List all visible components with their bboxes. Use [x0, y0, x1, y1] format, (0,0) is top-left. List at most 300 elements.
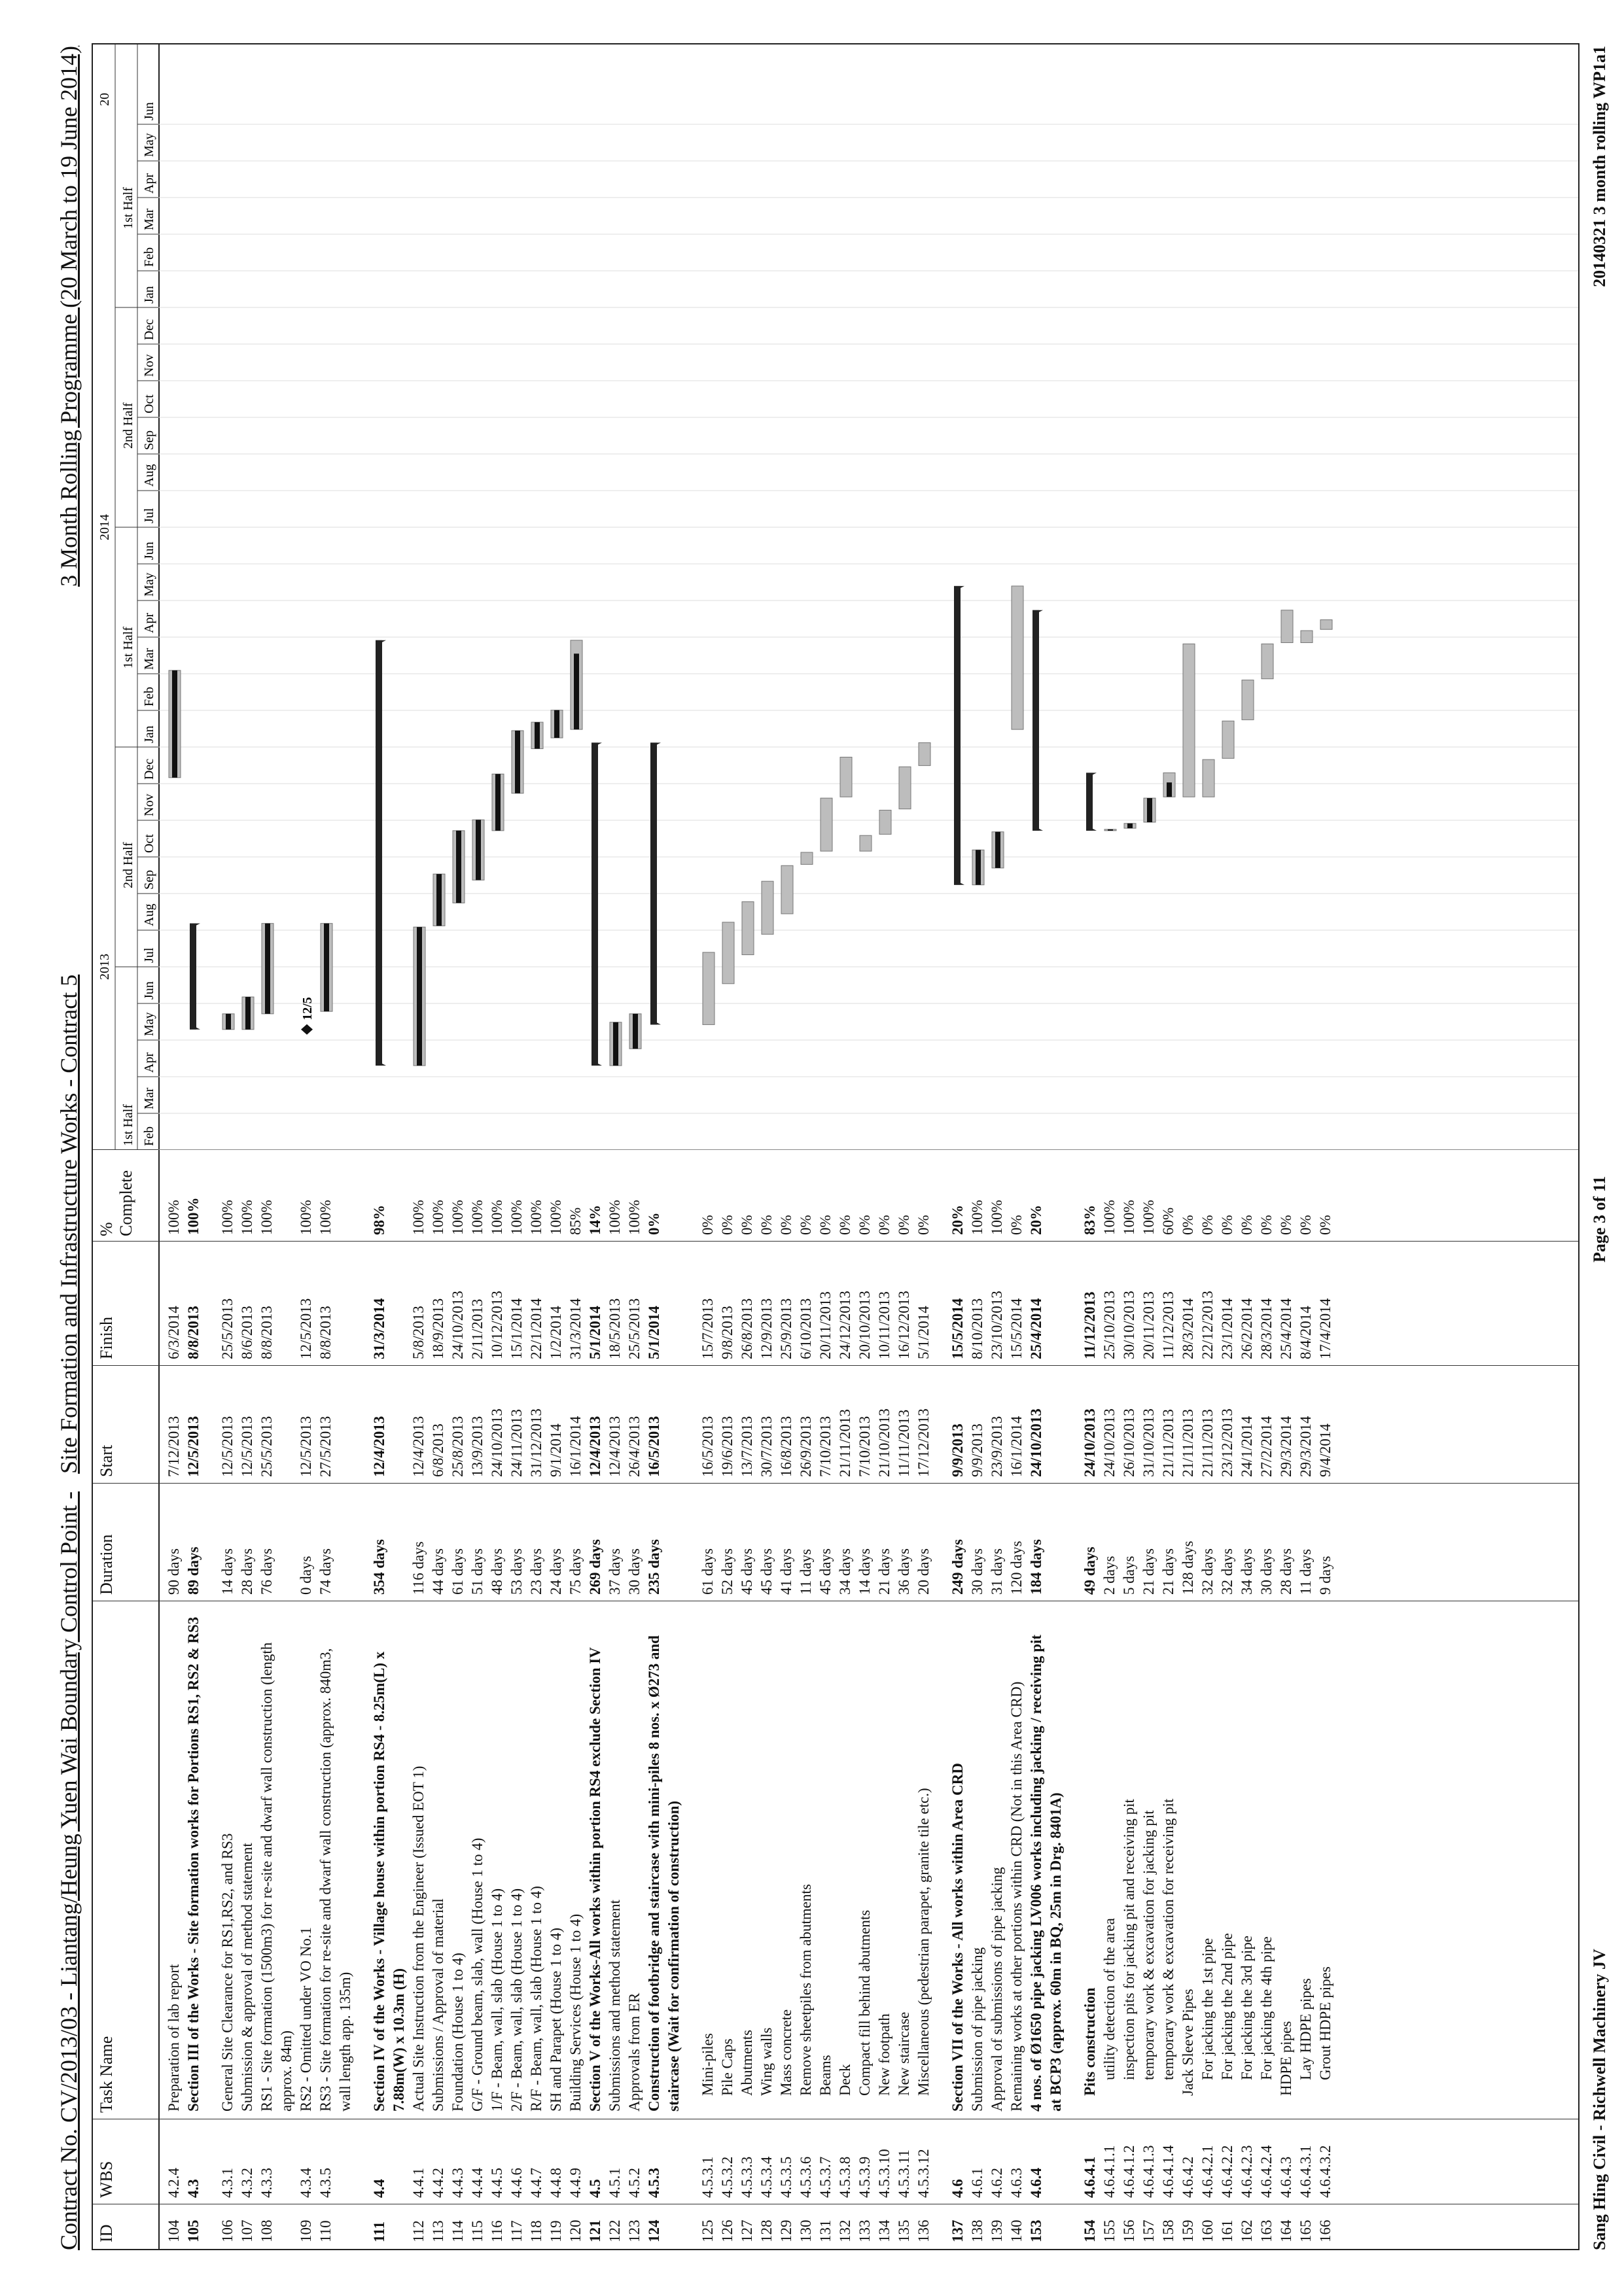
- task-id: 123: [626, 2219, 643, 2242]
- month-label: Mar: [142, 208, 156, 230]
- month-label: Sep: [142, 430, 156, 450]
- task-start: 24/1/2014: [1239, 1416, 1255, 1477]
- task-pct: 100%: [489, 1200, 505, 1235]
- task-pct: 0%: [876, 1215, 892, 1235]
- progress-bar: [226, 1014, 231, 1030]
- task-duration: 76 days: [258, 1548, 275, 1595]
- task-finish: 25/9/2013: [778, 1298, 794, 1359]
- task-pct: 0%: [699, 1215, 716, 1235]
- table-row: [1258, 1150, 1276, 2249]
- task-duration: 34 days: [837, 1548, 853, 1595]
- task-id: 106: [219, 2219, 236, 2242]
- task-duration: 31 days: [989, 1548, 1005, 1595]
- task-wbs: 4.6.4.2.3: [1239, 2145, 1255, 2198]
- task-pct: 0%: [719, 1215, 735, 1235]
- task-name: 1/F - Beam, wall, slab (House 1 to 4): [489, 1888, 505, 2112]
- task-id: 105: [185, 2219, 202, 2242]
- task-bar: [703, 952, 715, 1025]
- month-label: May: [142, 133, 156, 157]
- task-name: Abutments: [739, 2030, 755, 2096]
- task-pct: 100%: [469, 1200, 485, 1235]
- progress-bar: [1127, 824, 1133, 828]
- table-row: [547, 1150, 565, 2249]
- task-start: 31/12/2013: [528, 1408, 544, 1477]
- task-name: 4 nos. of Ø1650 pipe jacking LV006 works including jacking / receiving pit: [1028, 1634, 1044, 2112]
- project-title: Site Formation and Infrastructure Works - Contract 5: [56, 974, 82, 1474]
- table-row: [1081, 1150, 1099, 2249]
- task-start: 9/9/2013: [949, 1423, 966, 1477]
- col-duration: Duration: [97, 1534, 116, 1595]
- task-wbs: 4.3: [185, 2179, 202, 2198]
- task-name: Lay HDPE pipes: [1297, 1978, 1314, 2080]
- task-finish: 15/7/2013: [699, 1298, 716, 1359]
- footer-file: 20140321 3 month rolling WP1a1: [1590, 46, 1609, 287]
- task-pct: 100%: [508, 1200, 525, 1235]
- task-start: 24/10/2013: [489, 1408, 505, 1477]
- task-duration: 52 days: [719, 1548, 735, 1595]
- task-pct: 0%: [739, 1215, 755, 1235]
- task-start: 21/10/2013: [876, 1408, 892, 1477]
- task-finish: 24/12/2013: [837, 1291, 853, 1359]
- task-finish: 17/4/2014: [1317, 1298, 1333, 1359]
- table-row: [626, 1150, 644, 2249]
- task-id: 159: [1180, 2219, 1196, 2242]
- task-duration: 28 days: [1278, 1548, 1294, 1595]
- task-id: 139: [989, 2219, 1005, 2242]
- task-duration: 48 days: [489, 1548, 505, 1595]
- task-duration: 249 days: [949, 1539, 966, 1595]
- summary-bar: [954, 586, 961, 885]
- progress-bar: [995, 832, 1000, 868]
- task-start: 21/11/2013: [837, 1409, 853, 1477]
- task-finish: 10/11/2013: [876, 1291, 892, 1359]
- task-finish: 22/1/2014: [528, 1298, 544, 1359]
- task-pct: 14%: [587, 1205, 603, 1235]
- task-name: General Site Clearance for RS1,RS2, and RS3: [219, 1833, 236, 2112]
- progress-bar: [1147, 798, 1152, 822]
- task-start: 26/10/2013: [1121, 1408, 1137, 1477]
- task-start: 7/10/2013: [856, 1416, 873, 1477]
- task-duration: 45 days: [817, 1548, 834, 1595]
- programme-title: 3 Month Rolling Programme (20 March to 19 June 2014): [56, 46, 82, 587]
- task-bar: [1183, 644, 1195, 797]
- task-bar: [860, 835, 872, 851]
- task-name: For jacking the 4th pipe: [1258, 1936, 1275, 2080]
- task-name: RS1 - Site formation (1500m3) for re-site and dwarf wall construction (length: [258, 1642, 275, 2112]
- task-wbs: 4.5.3: [646, 2168, 662, 2198]
- task-start: 12/5/2013: [185, 1416, 202, 1477]
- task-finish: 5/1/2014: [587, 1306, 603, 1359]
- table-row: [699, 1150, 717, 2249]
- table-row: [777, 1150, 796, 2249]
- task-start: 23/12/2013: [1219, 1408, 1235, 1477]
- task-name: Wing walls: [758, 2027, 775, 2096]
- task-finish: 20/11/2013: [1140, 1291, 1157, 1359]
- month-label: Aug: [142, 464, 156, 487]
- task-wbs: 4.5.1: [607, 2168, 623, 2198]
- task-duration: 0 days: [298, 1556, 314, 1595]
- table-row: [875, 1150, 894, 2249]
- task-wbs: 4.6.4.3.1: [1297, 2145, 1314, 2198]
- footer-company: Sang Hing Civil - Richwell Machinery JV: [1590, 1949, 1609, 2250]
- task-id: 129: [778, 2219, 794, 2242]
- progress-bar: [535, 722, 540, 749]
- task-id: 166: [1317, 2219, 1333, 2242]
- task-name: Submissions / Approval of material: [430, 1898, 446, 2112]
- task-finish: 26/8/2013: [739, 1298, 755, 1359]
- progress-bar: [265, 924, 270, 1014]
- task-pct: 100%: [528, 1200, 544, 1235]
- month-label: May: [142, 1012, 156, 1036]
- task-start: 12/5/2013: [298, 1416, 314, 1477]
- task-duration: 235 days: [646, 1539, 662, 1595]
- task-wbs: 4.5.3.8: [837, 2156, 853, 2198]
- task-name: Submissions and method statement: [607, 1900, 623, 2112]
- task-pct: 100%: [1101, 1200, 1118, 1235]
- task-wbs: 4.6.2: [989, 2168, 1005, 2198]
- task-start: 29/3/2014: [1297, 1416, 1314, 1477]
- table-row: [836, 1150, 855, 2249]
- task-id: 161: [1219, 2219, 1235, 2242]
- month-label: Dec: [142, 758, 156, 780]
- task-duration: 21 days: [1160, 1548, 1176, 1595]
- task-pct: 0%: [856, 1215, 873, 1235]
- task-bar: [821, 798, 832, 851]
- table-row: [468, 1150, 487, 2249]
- table-row: [645, 1150, 682, 2249]
- table-row: [567, 1150, 585, 2249]
- task-wbs: 4.6.4.2.2: [1219, 2145, 1235, 2198]
- task-name: Actual Site Instruction from the Engineer (Issued EOT 1): [410, 1765, 427, 2112]
- task-start: 23/9/2013: [989, 1416, 1005, 1477]
- gantt-chart: [93, 44, 1578, 1150]
- month-label: Oct: [142, 394, 156, 413]
- month-label: Mar: [142, 1087, 156, 1109]
- task-wbs: 4.4.1: [410, 2168, 427, 2198]
- task-wbs: 4.6.4.1: [1082, 2156, 1098, 2198]
- task-duration: 30 days: [626, 1548, 643, 1595]
- task-finish: 10/12/2013: [489, 1291, 505, 1359]
- task-name-cont: wall length app. 135m): [337, 1972, 353, 2112]
- summary-bar: [376, 640, 382, 1066]
- task-name: R/F - Beam, wall, slab (House 1 to 4): [528, 1886, 544, 2112]
- task-finish: 16/12/2013: [896, 1291, 912, 1359]
- task-duration: 354 days: [371, 1539, 387, 1595]
- task-duration: 49 days: [1082, 1546, 1098, 1595]
- month-label: Nov: [142, 793, 156, 816]
- table-row: [317, 1150, 353, 2249]
- table-row: [1159, 1150, 1178, 2249]
- task-id: 117: [508, 2220, 525, 2242]
- task-wbs: 4.5.3.12: [915, 2149, 932, 2198]
- task-finish: 8/6/2013: [239, 1306, 255, 1359]
- task-finish: 20/10/2013: [856, 1291, 873, 1359]
- task-start: 12/5/2013: [219, 1416, 236, 1477]
- task-duration: 128 days: [1180, 1540, 1196, 1595]
- task-name: utility detection of the area: [1101, 1918, 1118, 2080]
- task-duration: 41 days: [778, 1548, 794, 1595]
- task-id: 124: [646, 2219, 662, 2242]
- task-finish: 5/1/2014: [915, 1306, 932, 1359]
- task-start: 9/4/2014: [1317, 1423, 1333, 1477]
- task-finish: 8/8/2013: [317, 1306, 334, 1359]
- task-id: 163: [1258, 2219, 1275, 2242]
- task-pct: 0%: [778, 1215, 794, 1235]
- task-name: For jacking the 2nd pipe: [1219, 1933, 1235, 2080]
- task-finish: 8/4/2014: [1297, 1306, 1314, 1359]
- month-label: Sep: [142, 870, 156, 890]
- table-row: [586, 1150, 605, 2249]
- task-duration: 61 days: [450, 1548, 466, 1595]
- task-duration: 14 days: [219, 1548, 236, 1595]
- month-label: Apr: [142, 173, 156, 194]
- task-pct: 0%: [1239, 1215, 1255, 1235]
- task-id: 113: [430, 2220, 446, 2242]
- task-wbs: 4.4.2: [430, 2168, 446, 2198]
- task-id: 112: [410, 2220, 427, 2242]
- task-start: 11/11/2013: [896, 1409, 912, 1477]
- task-start: 30/7/2013: [758, 1416, 775, 1477]
- task-duration: 120 days: [1008, 1540, 1025, 1595]
- task-start: 17/12/2013: [915, 1408, 932, 1477]
- month-label: Feb: [142, 1126, 156, 1146]
- month-label: May: [142, 572, 156, 597]
- half-label: 1st Half: [121, 187, 135, 229]
- task-finish: 15/1/2014: [508, 1298, 525, 1359]
- task-start: 19/6/2013: [719, 1416, 735, 1477]
- progress-bar: [976, 850, 981, 884]
- task-pct: 0%: [758, 1215, 775, 1235]
- progress-bar: [436, 874, 442, 926]
- task-id: 108: [258, 2219, 275, 2242]
- task-finish: 31/3/2014: [567, 1298, 584, 1359]
- task-start: 21/11/2013: [1160, 1409, 1176, 1477]
- task-duration: 14 days: [856, 1548, 873, 1595]
- task-pct: 100%: [430, 1200, 446, 1235]
- table-row: [219, 1150, 237, 2249]
- task-name: Submission & approval of method statement: [239, 1843, 255, 2112]
- task-start: 31/10/2013: [1140, 1408, 1157, 1477]
- task-name: Section VII of the Works - All works within Area CRD: [949, 1763, 966, 2112]
- task-id: 118: [528, 2220, 544, 2242]
- task-id: 126: [719, 2219, 735, 2242]
- table-row: [1277, 1150, 1296, 2249]
- task-duration: 24 days: [548, 1548, 564, 1595]
- task-wbs: 4.3.2: [239, 2168, 255, 2198]
- progress-bar: [515, 731, 520, 793]
- progress-bar: [324, 924, 329, 1011]
- table-row: [258, 1150, 294, 2249]
- task-duration: 44 days: [430, 1548, 446, 1595]
- task-start: 13/9/2013: [469, 1416, 485, 1477]
- contract-number: Contract No. CV/2013/03 - Liantang/Heung Yuen Wai Boundary Control Point -: [56, 1491, 82, 2250]
- task-name: For jacking the 1st pipe: [1199, 1938, 1216, 2080]
- task-id: 160: [1199, 2219, 1216, 2242]
- table-row: [949, 1150, 967, 2249]
- task-wbs: 4.3.3: [258, 2168, 275, 2198]
- task-finish: 11/12/2013: [1082, 1291, 1098, 1359]
- table-row: [1218, 1150, 1237, 2249]
- task-wbs: 4.5.3.10: [876, 2149, 892, 2198]
- task-wbs: 4.6.4.2: [1180, 2156, 1196, 2198]
- task-duration: 21 days: [1140, 1548, 1157, 1595]
- task-id: 114: [450, 2220, 466, 2242]
- task-start: 27/5/2013: [317, 1416, 334, 1477]
- half-label: 1st Half: [121, 1104, 135, 1146]
- progress-bar: [574, 653, 579, 729]
- task-finish: 6/3/2014: [166, 1306, 182, 1359]
- table-row: [968, 1150, 987, 2249]
- task-duration: 11 days: [798, 1548, 814, 1595]
- month-label: Feb: [142, 247, 156, 267]
- task-duration: 61 days: [699, 1548, 716, 1595]
- task-pct: 0%: [1180, 1215, 1196, 1235]
- task-finish: 8/8/2013: [185, 1306, 202, 1359]
- task-name-cont: at BCP3 (approx. 60m in BQ, 25m in Drg. 8401A): [1048, 1792, 1064, 2112]
- task-duration: 30 days: [1258, 1548, 1275, 1595]
- task-wbs: 4.5.3.1: [699, 2156, 716, 2198]
- month-label: Mar: [142, 648, 156, 670]
- progress-bar: [495, 774, 501, 831]
- half-label: 2nd Half: [121, 402, 135, 449]
- task-pct: 100%: [317, 1200, 334, 1235]
- task-id: 138: [969, 2219, 985, 2242]
- task-id: 133: [856, 2219, 873, 2242]
- task-pct: 0%: [817, 1215, 834, 1235]
- progress-bar: [613, 1022, 618, 1066]
- task-finish: 23/1/2014: [1219, 1298, 1235, 1359]
- task-wbs: 4.4.6: [508, 2168, 525, 2198]
- task-pct: 0%: [1199, 1215, 1216, 1235]
- task-id: 132: [837, 2219, 853, 2242]
- table-row: [1316, 1150, 1335, 2249]
- table-header: [93, 1150, 160, 2249]
- task-wbs: 4.5.3.11: [896, 2149, 912, 2198]
- task-pct: 0%: [798, 1215, 814, 1235]
- table-row: [1199, 1150, 1217, 2249]
- task-finish: 25/4/2014: [1278, 1298, 1294, 1359]
- task-start: 9/1/2014: [548, 1423, 564, 1477]
- progress-bar: [1108, 829, 1113, 831]
- task-name: Mass concrete: [778, 2009, 794, 2096]
- task-pct: 0%: [1317, 1215, 1333, 1235]
- task-finish: 8/10/2013: [969, 1298, 985, 1359]
- task-start: 7/12/2013: [166, 1416, 182, 1477]
- month-label: Jul: [142, 508, 156, 523]
- task-finish: 25/5/2013: [219, 1298, 236, 1359]
- summary-bar: [591, 742, 598, 1066]
- task-name-cont: approx. 84m): [278, 2030, 294, 2112]
- task-start: 21/11/2013: [1199, 1409, 1216, 1477]
- task-bar: [1262, 644, 1273, 678]
- task-pct: 100%: [239, 1200, 255, 1235]
- task-duration: 2 days: [1101, 1556, 1118, 1595]
- task-pct: 20%: [1028, 1205, 1044, 1235]
- month-label: Aug: [142, 903, 156, 926]
- task-wbs: 4.5.3.7: [817, 2156, 834, 2198]
- task-finish: 25/4/2014: [1028, 1298, 1044, 1359]
- task-pct: 100%: [410, 1200, 427, 1235]
- month-label: Apr: [142, 612, 156, 633]
- task-duration: 269 days: [587, 1539, 603, 1595]
- task-name: G/F - Ground beam, slab, wall (House 1 to 4): [469, 1837, 485, 2112]
- task-finish: 8/8/2013: [258, 1306, 275, 1359]
- month-label: Jan: [142, 286, 156, 304]
- task-id: 130: [798, 2219, 814, 2242]
- task-name: Pits construction: [1082, 1987, 1098, 2096]
- task-wbs: 4.5.3.5: [778, 2156, 794, 2198]
- task-bar: [840, 757, 852, 797]
- task-bar: [919, 742, 930, 765]
- task-wbs: 4.6.4.3.2: [1317, 2145, 1333, 2198]
- task-pct: 100%: [258, 1200, 275, 1235]
- table-row: [758, 1150, 776, 2249]
- task-duration: 34 days: [1239, 1548, 1255, 1595]
- task-name: Preparation of lab report: [166, 1964, 182, 2112]
- task-name: Jack Sleeve Pipes: [1180, 1989, 1196, 2096]
- task-start: 21/11/2013: [1180, 1409, 1196, 1477]
- task-wbs: 4.3.4: [298, 2168, 314, 2198]
- year-label: 2013: [97, 954, 112, 980]
- task-wbs: 4.4: [371, 2179, 387, 2198]
- task-finish: 28/3/2014: [1180, 1298, 1196, 1359]
- task-id: 115: [469, 2220, 485, 2242]
- month-label: Jun: [142, 102, 156, 120]
- task-start: 16/1/2014: [1008, 1416, 1025, 1477]
- task-name: Pile Caps: [719, 2038, 735, 2096]
- progress-bar: [476, 820, 481, 880]
- task-finish: 18/5/2013: [607, 1298, 623, 1359]
- task-start: 29/3/2014: [1278, 1416, 1294, 1477]
- task-name: RS3 - Site formation for re-site and dwarf wall construction (approx. 840m3,: [317, 1648, 334, 2112]
- task-wbs: 4.6.3: [1008, 2168, 1025, 2198]
- task-id: 135: [896, 2219, 912, 2242]
- table-row: [797, 1150, 815, 2249]
- task-pct: 0%: [896, 1215, 912, 1235]
- task-wbs: 4.5: [587, 2179, 603, 2198]
- task-name: Remove sheetpiles from abutments: [798, 1884, 814, 2096]
- task-bar: [1320, 619, 1332, 629]
- month-label: Apr: [142, 1052, 156, 1073]
- task-id: 104: [166, 2219, 182, 2242]
- progress-bar: [172, 670, 177, 778]
- table-row: [165, 1150, 183, 2249]
- task-pct: 0%: [646, 1212, 662, 1235]
- task-name: RS2 - Omitted under VO No.1: [298, 1927, 314, 2112]
- task-start: 16/1/2014: [567, 1416, 584, 1477]
- task-name: 2/F - Beam, wall, slab (House 1 to 4): [508, 1888, 525, 2112]
- task-pct: 0%: [1258, 1215, 1275, 1235]
- progress-bar: [417, 927, 422, 1066]
- task-finish: 28/3/2014: [1258, 1298, 1275, 1359]
- task-wbs: 4.4.5: [489, 2168, 505, 2198]
- task-bar: [1203, 759, 1214, 797]
- task-id: 120: [567, 2219, 584, 2242]
- task-name: Approvals from ER: [626, 1992, 643, 2112]
- progress-bar: [456, 831, 461, 903]
- month-label: Nov: [142, 354, 156, 377]
- task-wbs: 4.6.4: [1028, 2168, 1044, 2198]
- task-start: 26/4/2013: [626, 1416, 643, 1477]
- task-duration: 53 days: [508, 1548, 525, 1595]
- month-label: Jul: [142, 947, 156, 963]
- task-name: Miscellaneous (pedestrian parapet, granite tile etc.): [915, 1788, 932, 2096]
- month-label: Dec: [142, 319, 156, 340]
- task-finish: 23/10/2013: [989, 1291, 1005, 1359]
- task-name: New footpath: [876, 2013, 892, 2096]
- task-wbs: 4.2.4: [166, 2168, 182, 2198]
- task-start: 12/4/2013: [410, 1416, 427, 1477]
